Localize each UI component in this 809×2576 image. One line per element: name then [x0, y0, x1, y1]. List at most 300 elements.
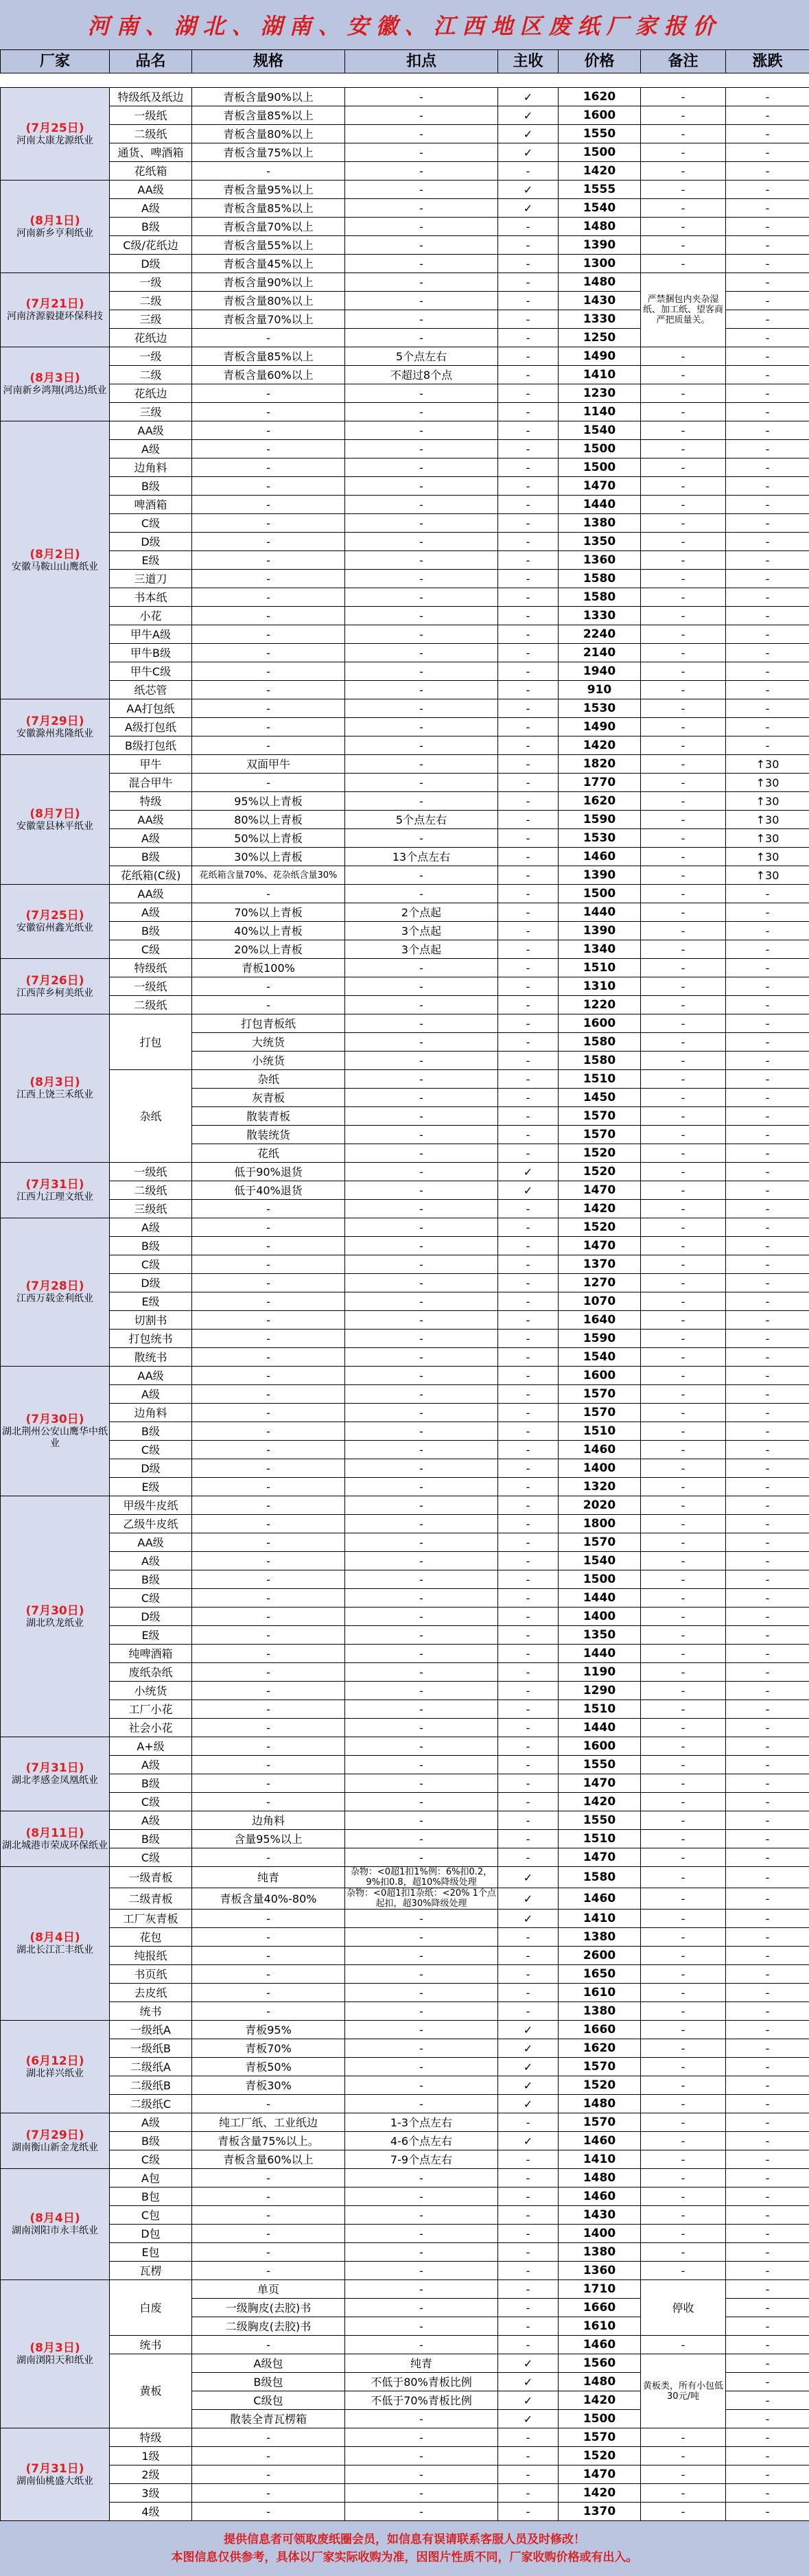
table-row	[1, 514, 809, 533]
cell-product: A级	[110, 2113, 192, 2132]
cell-change: -	[726, 2336, 809, 2354]
cell-note: -	[641, 996, 726, 1014]
cell-price: 1610	[559, 2317, 641, 2336]
cell-spec: -	[192, 1910, 345, 1928]
cell-spec: -	[192, 403, 345, 421]
cell-deduction: -	[345, 1404, 498, 1422]
table-row	[1, 181, 809, 199]
cell-note: -	[641, 366, 726, 384]
cell-note: -	[641, 885, 726, 903]
cell-price: 1660	[559, 2021, 641, 2039]
cell-product: 打包	[110, 1014, 192, 1070]
cell-change: -	[726, 1385, 809, 1404]
cell-main-buy: -	[498, 903, 559, 922]
cell-note: -	[641, 88, 726, 106]
table-row	[1, 2150, 809, 2169]
cell-deduction: -	[345, 1089, 498, 1107]
cell-spec: -	[192, 1255, 345, 1274]
table-row	[1, 1888, 809, 1910]
cell-spec: -	[192, 1774, 345, 1793]
cell-deduction: -	[345, 1496, 498, 1515]
cell-deduction: -	[345, 2206, 498, 2225]
cell-deduction: -	[345, 1107, 498, 1126]
cell-product: D级	[110, 533, 192, 551]
cell-main-buy: -	[498, 2002, 559, 2021]
cell-price: 1650	[559, 1965, 641, 1984]
cell-price: 1500	[559, 885, 641, 903]
cell-deduction: -	[345, 644, 498, 662]
col-header-spec: 规格	[192, 50, 345, 73]
cell-change: -	[726, 1144, 809, 1163]
cell-factory	[1, 699, 110, 755]
cell-note: -	[641, 1070, 726, 1089]
cell-price: 1190	[559, 1663, 641, 1682]
cell-spec: 单页	[192, 2280, 345, 2299]
cell-change: -	[726, 2280, 809, 2299]
cell-spec: 80%以上青板	[192, 811, 345, 829]
cell-price: 1440	[559, 496, 641, 514]
cell-change: -	[726, 1756, 809, 1774]
cell-product: 二级纸A	[110, 2058, 192, 2076]
cell-change: -	[726, 1218, 809, 1237]
cell-change: -	[726, 1459, 809, 1478]
table-row	[1, 1570, 809, 1589]
cell-spec: 二级胸皮(去胶)书	[192, 2317, 345, 2336]
cell-price: 1370	[559, 2503, 641, 2521]
factory-name: 江西上饶三禾纸业	[2, 1089, 108, 1101]
cell-deduction: -	[345, 1910, 498, 1928]
cell-deduction: 不超过8个点	[345, 366, 498, 384]
cell-price: 1410	[559, 1910, 641, 1928]
footer-notice	[0, 2521, 809, 2576]
cell-change: -	[726, 699, 809, 718]
cell-product: C级	[110, 1255, 192, 1274]
factory-date: (8月4日)	[2, 2212, 108, 2225]
cell-main-buy: ✓	[498, 106, 559, 125]
cell-price: 1360	[559, 2262, 641, 2280]
cell-spec: -	[192, 384, 345, 403]
table-row	[1, 255, 809, 273]
cell-product: B级	[110, 1570, 192, 1589]
header-row	[1, 50, 809, 73]
col-header-price: 价格	[559, 50, 641, 73]
table-row	[1, 1478, 809, 1496]
cell-price: 1520	[559, 2447, 641, 2465]
cell-main-buy: -	[498, 366, 559, 384]
factory-date: (8月2日)	[2, 548, 108, 561]
cell-product: 花纸箱	[110, 162, 192, 181]
cell-spec: -	[192, 1478, 345, 1496]
cell-spec: -	[192, 2188, 345, 2206]
factory-date: (8月3日)	[2, 371, 108, 385]
cell-product: 乙级牛皮纸	[110, 1515, 192, 1533]
cell-main-buy: -	[498, 1570, 559, 1589]
cell-product: 混合甲牛	[110, 774, 192, 792]
col-header-note: 备注	[641, 50, 726, 73]
table-row	[1, 940, 809, 959]
cell-spec: 青板50%	[192, 2058, 345, 2076]
factory-name: 江西万载金利纸业	[2, 1293, 108, 1305]
table-row	[1, 2280, 809, 2299]
cell-deduction: -	[345, 1033, 498, 1052]
cell-factory	[1, 273, 110, 347]
cell-note: -	[641, 699, 726, 718]
table-row	[1, 2243, 809, 2262]
cell-spec: 边角料	[192, 1811, 345, 1830]
factory-date: (7月21日)	[2, 297, 108, 311]
cell-price: 2020	[559, 1496, 641, 1515]
cell-note: -	[641, 681, 726, 699]
cell-deduction: -	[345, 1719, 498, 1737]
cell-note: -	[641, 1367, 726, 1385]
cell-change: -	[726, 1033, 809, 1052]
cell-spec: -	[192, 1965, 345, 1984]
cell-spec: 青板含量90%以上	[192, 273, 345, 292]
cell-deduction: -	[345, 1589, 498, 1608]
cell-change: -	[726, 2002, 809, 2021]
cell-main-buy: -	[498, 1663, 559, 1682]
col-header-deduction: 扣点	[345, 50, 498, 73]
cell-main-buy: -	[498, 774, 559, 792]
cell-factory	[1, 88, 110, 181]
cell-change: -	[726, 1888, 809, 1910]
cell-spec: 青板含量70%以上	[192, 218, 345, 236]
cell-change: -	[726, 2428, 809, 2447]
cell-deduction: -	[345, 1385, 498, 1404]
cell-spec: -	[192, 2206, 345, 2225]
cell-note: -	[641, 2225, 726, 2243]
cell-spec: A级包	[192, 2354, 345, 2373]
cell-product: 二级纸	[110, 125, 192, 143]
cell-main-buy: -	[498, 2150, 559, 2169]
table-row	[1, 1218, 809, 1237]
table-row	[1, 903, 809, 922]
cell-product: 废纸杂纸	[110, 1663, 192, 1682]
cell-spec: -	[192, 2503, 345, 2521]
cell-main-buy: ✓	[498, 143, 559, 162]
cell-product: 统书	[110, 2002, 192, 2021]
cell-spec: -	[192, 1793, 345, 1811]
cell-note: -	[641, 162, 726, 181]
cell-change: -	[726, 292, 809, 310]
cell-change: -	[726, 347, 809, 366]
cell-deduction: -	[345, 1663, 498, 1682]
cell-change: -	[726, 1830, 809, 1848]
cell-deduction: -	[345, 1144, 498, 1163]
factory-date: (7月28日)	[2, 1279, 108, 1293]
cell-price: 1710	[559, 2280, 641, 2299]
cell-spec: -	[192, 1496, 345, 1515]
cell-change: -	[726, 106, 809, 125]
cell-change: -	[726, 1848, 809, 1867]
cell-change: -	[726, 1367, 809, 1385]
cell-change: -	[726, 1330, 809, 1348]
cell-product: 二级纸	[110, 996, 192, 1014]
cell-change: -	[726, 588, 809, 607]
table-row	[1, 1515, 809, 1533]
cell-note: -	[641, 1107, 726, 1126]
table-row	[1, 496, 809, 514]
cell-price: 1570	[559, 1533, 641, 1552]
cell-main-buy: -	[498, 551, 559, 570]
cell-spec: 纯青	[192, 1867, 345, 1888]
cell-price: 1640	[559, 1311, 641, 1330]
cell-change: -	[726, 1237, 809, 1255]
cell-product: A+级	[110, 1737, 192, 1756]
cell-change: -	[726, 1107, 809, 1126]
cell-note: -	[641, 1348, 726, 1367]
cell-deduction: -	[345, 2317, 498, 2336]
cell-price: 1420	[559, 162, 641, 181]
cell-price: 1550	[559, 1811, 641, 1830]
cell-main-buy: -	[498, 1441, 559, 1459]
cell-note: -	[641, 570, 726, 588]
cell-main-buy: ✓	[498, 2021, 559, 2039]
cell-product: A级	[110, 1552, 192, 1570]
cell-product: 甲牛B级	[110, 644, 192, 662]
cell-deduction: -	[345, 2039, 498, 2058]
cell-product: 二级青板	[110, 1888, 192, 1910]
cell-price: 2140	[559, 644, 641, 662]
cell-deduction: -	[345, 1737, 498, 1756]
cell-note: -	[641, 403, 726, 421]
cell-product: E包	[110, 2243, 192, 2262]
cell-spec: -	[192, 736, 345, 755]
cell-deduction: -	[345, 1552, 498, 1570]
cell-note: -	[641, 1163, 726, 1181]
cell-price: 1450	[559, 1089, 641, 1107]
cell-spec: -	[192, 588, 345, 607]
cell-main-buy: -	[498, 1404, 559, 1422]
cell-change: -	[726, 977, 809, 996]
cell-note: -	[641, 977, 726, 996]
table-row	[1, 1645, 809, 1663]
cell-spec: -	[192, 1682, 345, 1700]
cell-spec: 小统货	[192, 1052, 345, 1070]
table-row	[1, 1496, 809, 1515]
cell-product: A级	[110, 1811, 192, 1830]
cell-deduction: -	[345, 143, 498, 162]
cell-price: 1220	[559, 996, 641, 1014]
cell-price: 1570	[559, 1126, 641, 1144]
cell-spec: 大统货	[192, 1033, 345, 1052]
cell-spec: 杂纸	[192, 1070, 345, 1089]
cell-note: -	[641, 551, 726, 570]
cell-price: 1430	[559, 292, 641, 310]
cell-deduction: -	[345, 792, 498, 811]
cell-spec: -	[192, 2169, 345, 2188]
cell-deduction: -	[345, 1848, 498, 1867]
table-row	[1, 2021, 809, 2039]
cell-change: -	[726, 1570, 809, 1589]
cell-product: B级	[110, 1774, 192, 1793]
cell-change: -	[726, 1774, 809, 1793]
factory-name: 湖南浏阳市永丰纸业	[2, 2225, 108, 2237]
cell-product: 一级	[110, 273, 192, 292]
cell-change: -	[726, 1515, 809, 1533]
cell-change: -	[726, 2169, 809, 2188]
table-row	[1, 1793, 809, 1811]
table-row	[1, 625, 809, 644]
cell-spec: -	[192, 1367, 345, 1385]
cell-main-buy: -	[498, 2484, 559, 2503]
cell-note: -	[641, 1756, 726, 1774]
cell-product: 特级纸及纸边	[110, 88, 192, 106]
cell-price: 1440	[559, 1589, 641, 1608]
cell-change: -	[726, 496, 809, 514]
cell-price: 1350	[559, 1626, 641, 1645]
factory-name: 湖南仙桃盛大纸业	[2, 2476, 108, 2487]
cell-deduction: -	[345, 2299, 498, 2317]
cell-main-buy: -	[498, 218, 559, 236]
cell-main-buy: -	[498, 2317, 559, 2336]
cell-note: -	[641, 2150, 726, 2169]
cell-change: -	[726, 1700, 809, 1719]
cell-product: C级	[110, 1589, 192, 1608]
cell-note: -	[641, 1255, 726, 1274]
cell-change: -	[726, 1181, 809, 1200]
cell-spec: -	[192, 162, 345, 181]
cell-note: -	[641, 1089, 726, 1107]
cell-deduction: -	[345, 1774, 498, 1793]
cell-product: C级	[110, 2150, 192, 2169]
factory-date: (8月1日)	[2, 214, 108, 228]
cell-main-buy: -	[498, 2336, 559, 2354]
table-row	[1, 1737, 809, 1756]
cell-deduction: -	[345, 551, 498, 570]
cell-main-buy: -	[498, 959, 559, 977]
cell-price: 1460	[559, 1888, 641, 1910]
cell-main-buy: -	[498, 384, 559, 403]
cell-main-buy: -	[498, 514, 559, 533]
cell-price: 1290	[559, 1682, 641, 1700]
cell-main-buy: -	[498, 1774, 559, 1793]
unit-row	[1, 73, 809, 88]
cell-price: 1480	[559, 218, 641, 236]
cell-product: AA级	[110, 1367, 192, 1385]
cell-price: 1370	[559, 1255, 641, 1274]
cell-change: -	[726, 2262, 809, 2280]
cell-deduction: -	[345, 403, 498, 421]
cell-deduction: -	[345, 236, 498, 255]
table-row	[1, 1867, 809, 1888]
cell-price: 1570	[559, 1404, 641, 1422]
cell-deduction: -	[345, 88, 498, 106]
cell-main-buy: ✓	[498, 2132, 559, 2150]
factory-name: 河南新乡鸿翔(鸿达)纸业	[2, 385, 108, 397]
cell-main-buy: ✓	[498, 2095, 559, 2113]
cell-main-buy: -	[498, 607, 559, 625]
cell-price: 1460	[559, 2336, 641, 2354]
cell-note: -	[641, 1385, 726, 1404]
cell-product: B级打包纸	[110, 736, 192, 755]
cell-note: -	[641, 1181, 726, 1200]
cell-main-buy: -	[498, 1756, 559, 1774]
cell-change: -	[726, 885, 809, 903]
cell-note: -	[641, 588, 726, 607]
cell-product: 二级	[110, 366, 192, 384]
cell-spec: -	[192, 1928, 345, 1947]
cell-price: 1510	[559, 1422, 641, 1441]
table-row	[1, 2076, 809, 2095]
cell-deduction: 5个点左右	[345, 347, 498, 366]
cell-deduction: -	[345, 2262, 498, 2280]
cell-price: 1580	[559, 1052, 641, 1070]
cell-price: 1540	[559, 421, 641, 440]
cell-product: E级	[110, 1292, 192, 1311]
cell-change: -	[726, 1292, 809, 1311]
table-row	[1, 2428, 809, 2447]
cell-note: -	[641, 644, 726, 662]
cell-price: 1600	[559, 106, 641, 125]
cell-change: -	[726, 236, 809, 255]
cell-spec: -	[192, 662, 345, 681]
cell-change: -	[726, 162, 809, 181]
cell-main-buy: ✓	[498, 2391, 559, 2410]
cell-product: 特级纸	[110, 959, 192, 977]
cell-change: -	[726, 2132, 809, 2150]
cell-main-buy: -	[498, 2465, 559, 2484]
cell-product: 瓦楞	[110, 2262, 192, 2280]
cell-main-buy: -	[498, 2447, 559, 2465]
cell-price: 1570	[559, 2113, 641, 2132]
table-row	[1, 885, 809, 903]
cell-note: -	[641, 1682, 726, 1700]
cell-deduction: -	[345, 1237, 498, 1255]
cell-deduction: -	[345, 2336, 498, 2354]
cell-price: 1580	[559, 588, 641, 607]
cell-product: A包	[110, 2169, 192, 2188]
cell-deduction: -	[345, 2169, 498, 2188]
cell-main-buy: -	[498, 459, 559, 477]
cell-product: 纯啤酒箱	[110, 1645, 192, 1663]
table-row	[1, 1404, 809, 1422]
cell-deduction: -	[345, 1608, 498, 1626]
cell-spec: -	[192, 2465, 345, 2484]
cell-product: 甲牛A级	[110, 625, 192, 644]
cell-note: -	[641, 2465, 726, 2484]
cell-product: 一级青板	[110, 1867, 192, 1888]
cell-change: -	[726, 514, 809, 533]
cell-change: -	[726, 959, 809, 977]
cell-product: 1级	[110, 2447, 192, 2465]
table-row	[1, 699, 809, 718]
cell-deduction: -	[345, 718, 498, 736]
cell-spec: -	[192, 1737, 345, 1756]
cell-product: 工厂灰青板	[110, 1910, 192, 1928]
cell-main-buy: -	[498, 2243, 559, 2262]
cell-deduction: -	[345, 1459, 498, 1478]
cell-change: -	[726, 644, 809, 662]
cell-spec: C级包	[192, 2391, 345, 2410]
table-row	[1, 2058, 809, 2076]
cell-deduction: -	[345, 1626, 498, 1645]
cell-spec: -	[192, 2002, 345, 2021]
cell-main-buy: -	[498, 1237, 559, 1255]
factory-name: 湖北玖龙纸业	[2, 1618, 108, 1629]
cell-deduction: -	[345, 199, 498, 218]
factory-name: 安徽蒙县林平纸业	[2, 821, 108, 833]
cell-deduction: -	[345, 384, 498, 403]
cell-change: -	[726, 1311, 809, 1330]
cell-note: -	[641, 1830, 726, 1848]
cell-price: 1390	[559, 236, 641, 255]
cell-price: 1470	[559, 1237, 641, 1255]
cell-change: -	[726, 1984, 809, 2002]
cell-note: -	[641, 106, 726, 125]
cell-change: ↑30	[726, 866, 809, 885]
cell-spec: 青板70%	[192, 2039, 345, 2058]
